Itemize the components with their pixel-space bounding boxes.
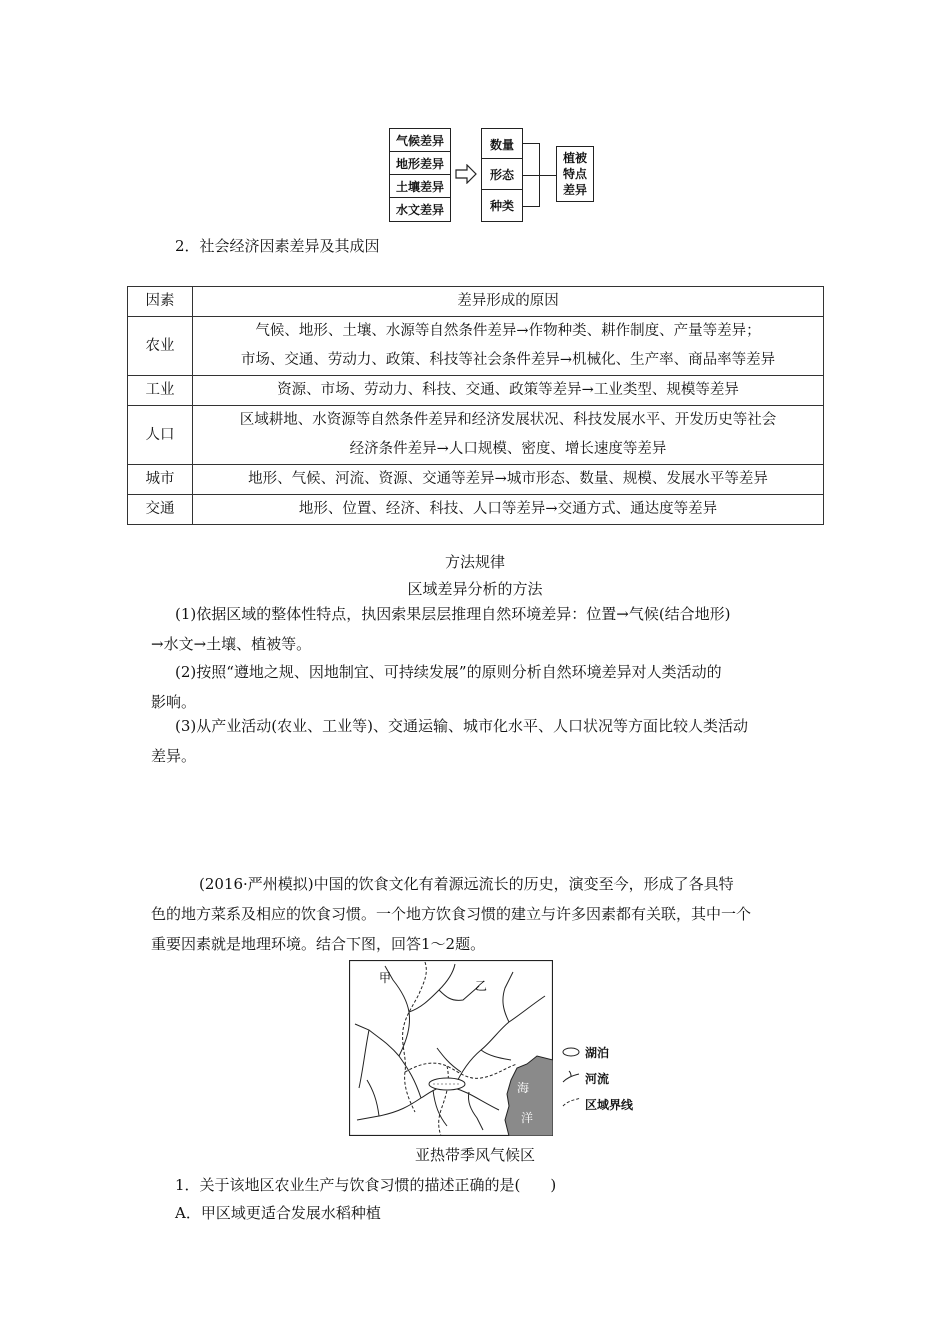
reason-line: 资源、市场、劳动力、科技、交通、政策等差异→工业类型、规模等差异 bbox=[277, 382, 739, 398]
region-map bbox=[349, 960, 553, 1136]
flow-arrow-icon bbox=[455, 164, 477, 184]
flow-mid-box-1: 数量 bbox=[481, 128, 523, 160]
intro-line-1: (2016·严州模拟)中国的饮食文化有着源远流长的历史，演变至今，形成了各具特 bbox=[199, 875, 734, 893]
method-title: 方法规律 bbox=[444, 553, 505, 571]
bracket-h3 bbox=[523, 206, 539, 207]
map-label-yi: 乙 bbox=[475, 979, 488, 993]
reason-line: 地形、位置、经济、科技、人口等差异→交通方式、通达度等差异 bbox=[298, 501, 718, 517]
option-a: A．甲区域更适合发展水稻种植 bbox=[175, 1204, 381, 1222]
header-cell-reason: 差异形成的原因 bbox=[193, 287, 824, 317]
method-subtitle: 区域差异分析的方法 bbox=[407, 580, 543, 598]
boundary-legend-icon bbox=[561, 1096, 583, 1108]
flow-right-line-1: 植被 bbox=[562, 151, 587, 165]
question-intro bbox=[151, 869, 751, 959]
legend-river-label: 河流 bbox=[585, 1072, 610, 1086]
reason-cell bbox=[193, 376, 824, 406]
map-label-jia: 甲 bbox=[379, 971, 392, 985]
bracket-v bbox=[539, 143, 540, 207]
river-legend-icon bbox=[561, 1070, 581, 1084]
table-row bbox=[128, 406, 824, 465]
flow-left-box-1: 气候差异 bbox=[389, 128, 451, 153]
factors-table bbox=[127, 286, 824, 525]
header-cell-factor: 因素 bbox=[128, 287, 193, 317]
flow-mid-box-2: 形态 bbox=[481, 158, 523, 191]
reason-line: 地形、气候、河流、资源、交通等差异→城市形态、数量、规模、发展水平等差异 bbox=[248, 471, 768, 487]
table-row bbox=[128, 465, 824, 495]
legend-boundary-label: 区域界线 bbox=[585, 1098, 634, 1112]
reason-cell bbox=[193, 406, 824, 465]
flow-mid-box-3: 种类 bbox=[481, 189, 523, 222]
reason-line: 区域耕地、水资源等自然条件差异和经济发展状况、科技发展水平、开发历史等社会 bbox=[239, 412, 777, 428]
intro-line-3: 重要因素就是地理环境。结合下图，回答1～2题。 bbox=[151, 935, 486, 953]
factor-cell: 交通 bbox=[128, 495, 193, 525]
flow-right-box bbox=[556, 146, 594, 202]
method-p1-line2: →水文→土壤、植被等。 bbox=[151, 635, 312, 653]
table-row bbox=[128, 317, 824, 376]
factor-cell: 农业 bbox=[128, 317, 193, 376]
lake-legend-icon bbox=[561, 1046, 581, 1058]
reason-line: 经济条件差异→人口规模、密度、增长速度等差异 bbox=[349, 441, 667, 457]
method-p3-line2: 差异。 bbox=[151, 747, 197, 765]
map-caption: 亚热带季风气候区 bbox=[414, 1146, 535, 1164]
table-header-row bbox=[128, 287, 824, 317]
flow-left-box-2: 地形差异 bbox=[389, 151, 451, 176]
table-row bbox=[128, 495, 824, 525]
flow-right-line-3: 差异 bbox=[562, 183, 587, 197]
table-row bbox=[128, 376, 824, 406]
intro-line-2: 色的地方菜系及相应的饮食习惯。一个地方饮食习惯的建立与许多因素都有关联，其中一个 bbox=[151, 905, 752, 923]
method-p2-line2: 影响。 bbox=[151, 693, 197, 711]
method-p1-line1: (1)依据区域的整体性特点，执因索果层层推理自然环境差异：位置→气候(结合地形) bbox=[175, 605, 731, 623]
legend-lake-label: 湖泊 bbox=[585, 1046, 610, 1060]
flow-right-line-2: 特点 bbox=[562, 167, 587, 181]
map-label-sea1: 海 bbox=[517, 1081, 530, 1095]
question-1: 1．关于该地区农业生产与饮食习惯的描述正确的是( ) bbox=[175, 1176, 557, 1194]
flow-left-box-3: 土壤差异 bbox=[389, 174, 451, 199]
reason-line: 市场、交通、劳动力、政策、科技等社会条件差异→机械化、生产率、商品率等差异 bbox=[240, 352, 776, 368]
section2-title: 2．社会经济因素差异及其成因 bbox=[175, 237, 380, 255]
method-paragraph-1 bbox=[151, 599, 731, 659]
bracket-h1 bbox=[523, 143, 539, 144]
reason-line: 气候、地形、土壤、水源等自然条件差异→作物种类、耕作制度、产量等差异； bbox=[255, 323, 761, 339]
factor-cell: 城市 bbox=[128, 465, 193, 495]
factor-cell: 人口 bbox=[128, 406, 193, 465]
reason-cell bbox=[193, 495, 824, 525]
reason-cell bbox=[193, 465, 824, 495]
factor-cell: 工业 bbox=[128, 376, 193, 406]
map-label-sea2: 洋 bbox=[521, 1111, 534, 1125]
method-p3-line1: (3)从产业活动(农业、工业等)、交通运输、城市化水平、人口状况等方面比较人类活动 bbox=[175, 717, 748, 735]
reason-cell bbox=[193, 317, 824, 376]
flow-left-box-4: 水文差异 bbox=[389, 197, 451, 222]
method-paragraph-3 bbox=[151, 711, 748, 771]
method-p2-line1: (2)按照“遵地之规、因地制宜、可持续发展”的原则分析自然环境差异对人类活动的 bbox=[175, 663, 722, 681]
method-paragraph-2 bbox=[151, 657, 722, 717]
